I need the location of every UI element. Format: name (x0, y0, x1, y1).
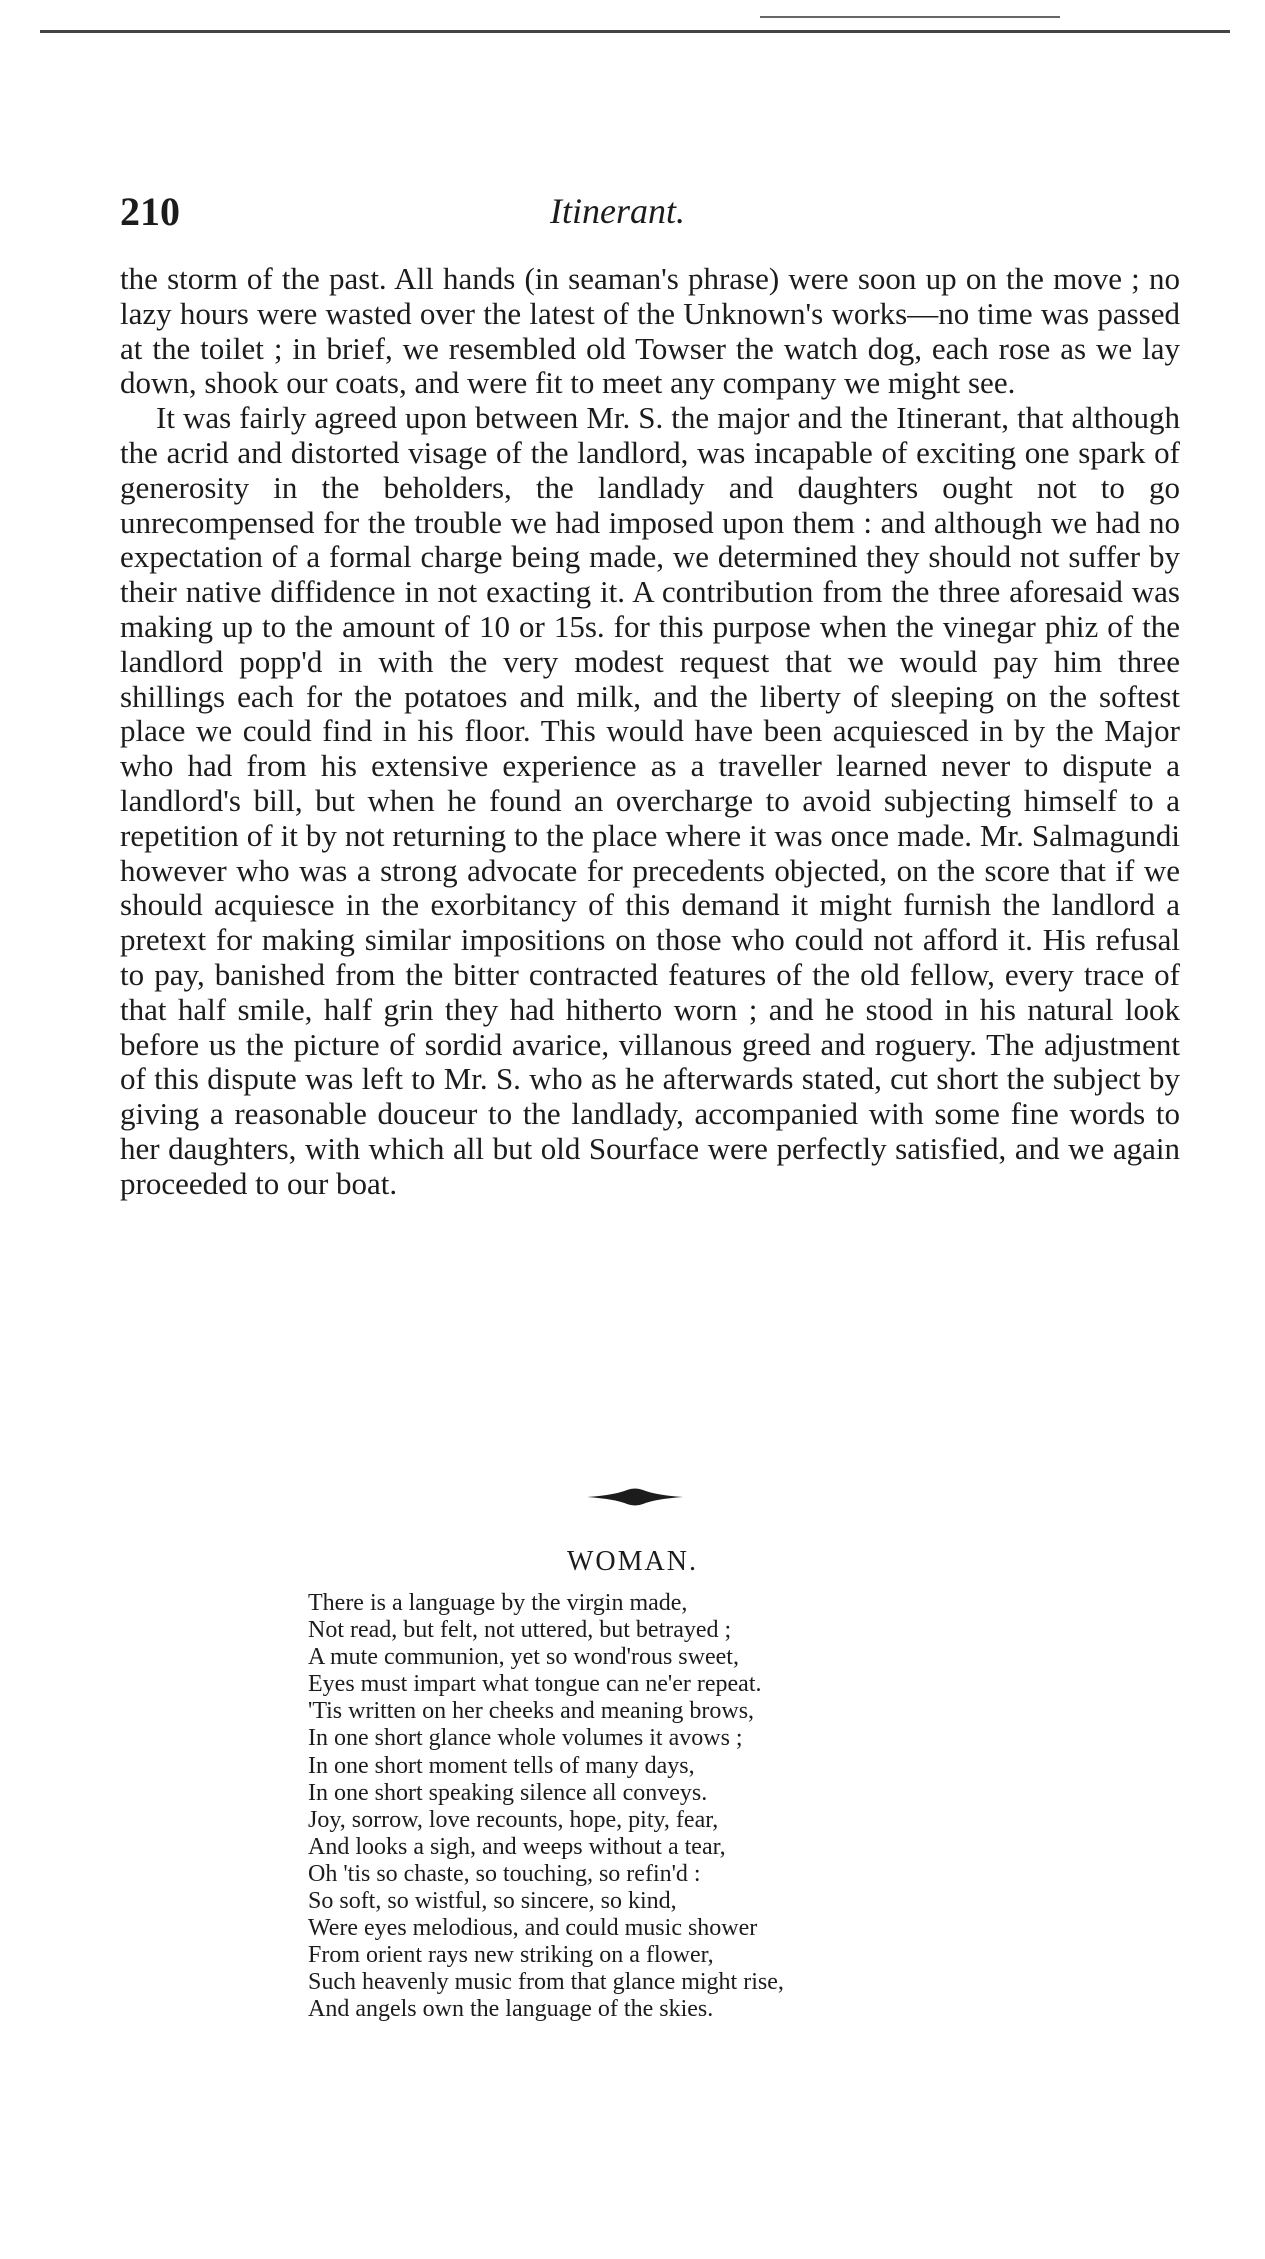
poem-line: In one short moment tells of many days, (308, 1752, 695, 1779)
paragraph-continued: the storm of the past. All hands (in seaman's phrase) were soon up on the move ; no lazy hours were wasted over the latest of the Unknown's works—no time was passed at the toilet ; in brief, we resembled old Towser the watch dog, each rose as we lay down, shook our coats, and were fit to meet any company we might see. (120, 261, 1180, 401)
poem-line: In one short speaking silence all conveys. (308, 1779, 708, 1806)
poem-line: Eyes must impart what tongue can ne'er repeat. (308, 1671, 762, 1698)
poem-line: Were eyes melodious, and could music shower (308, 1915, 758, 1942)
poem-line: Joy, sorrow, love recounts, hope, pity, fear, (308, 1806, 719, 1833)
poem-line: And angels own the language of the skies. (308, 1996, 714, 2023)
page-number: 210 (120, 189, 180, 234)
running-head: Itinerant. (550, 191, 685, 231)
section-ornament-icon (585, 1484, 685, 1510)
poem-line: 'Tis written on her cheeks and meaning brows, (308, 1698, 755, 1725)
poem-line: Not read, but felt, not uttered, but betrayed ; (308, 1617, 732, 1644)
poem-title: WOMAN. (567, 1546, 698, 1577)
body-text (120, 262, 1180, 1202)
poem-line: In one short glance whole volumes it avows ; (308, 1725, 743, 1752)
top-border-rule-short (760, 16, 1060, 18)
paragraph-agreement: It was fairly agreed upon between Mr. S. the major and the Itinerant, that although the acrid and distorted visage of the landlord, was incapable of exciting one spark of generosity in the beholders, the landlady and daughters ought not to go unrecompensed for the trouble we had imposed upon them : and although we had no expectation of a formal charge being made, we determined they should not suffer by their native diffidence in not exacting it. A contribution from the three aforesaid was making up to the amount of 10 or 15s. for this purpose when the vinegar phiz of the landlord popp'd in with the very modest request that we would pay him three shillings each for the potatoes and milk, and the liberty of sleeping on the softest place we could find in his floor. This would have been acquiesced in by the Major who had from his extensive experience as a traveller learned never to dispute a landlord's bill, but when he found an overcharge to avoid subjecting himself to a repetition of it by not returning to the place where it was once made. Mr. Salmagundi however who was a strong advocate for precedents objected, on the score that if we should acquiesce in the exorbitancy of this demand it might furnish the landlord a pretext for making similar impositions on those who could not afford it. His refusal to pay, banished from the bitter contracted features of the old fellow, every trace of that half smile, half grin they had hitherto worn ; and he stood in his natural look before us the picture of sordid avarice, villanous greed and roguery. The adjustment of this dispute was left to Mr. S. who as he afterwards stated, cut short the subject by giving a reasonable douceur to the landlady, accompanied with some fine words to her daughters, with which all but old Sourface were perfectly satisfied, and we again proceeded to our boat. (120, 400, 1180, 1201)
poem-stanza (308, 1590, 1008, 2024)
poem-line: And looks a sigh, and weeps without a tear, (308, 1833, 726, 1860)
poem-line: Such heavenly music from that glance might rise, (308, 1969, 784, 1996)
top-border-rule (40, 30, 1230, 33)
poem-line: There is a language by the virgin made, (308, 1590, 688, 1616)
poem-line: So soft, so wistful, so sincere, so kind, (308, 1888, 677, 1915)
poem-line: A mute communion, yet so wond'rous sweet, (308, 1644, 739, 1671)
poem-line: From orient rays new striking on a flower, (308, 1942, 714, 1969)
poem-line: Oh 'tis so chaste, so touching, so refin'd : (308, 1860, 701, 1887)
page-header (120, 188, 1160, 238)
